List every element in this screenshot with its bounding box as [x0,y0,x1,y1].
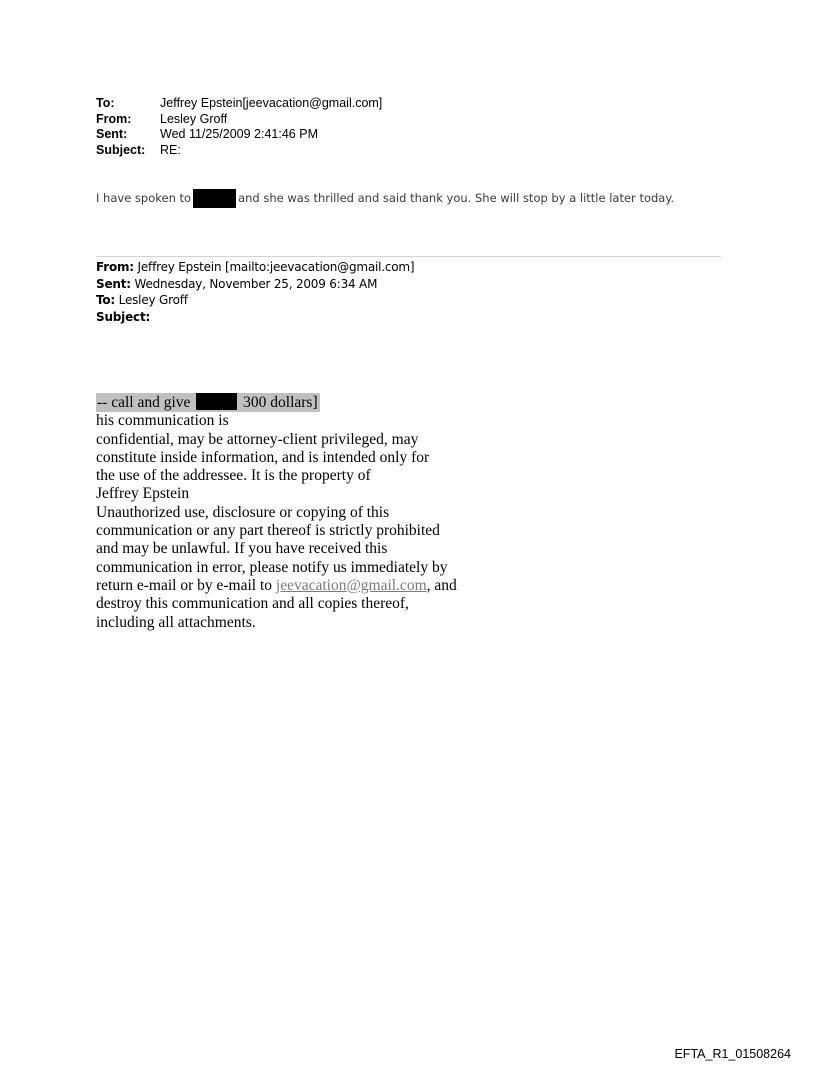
from-value: Lesley Groff [160,111,228,126]
reply-text-after: and she was thrilled and said thank you. She will stop by a little later today. [238,191,675,205]
orig-from-value: Jeffrey Epstein [mailto:jeevacation@gmail.com] [137,260,415,274]
message-divider [96,256,721,257]
orig-from-label: From: [96,260,134,274]
instruction-before: -- call and give [97,394,191,411]
orig-sent-row [96,276,414,293]
header-to-row [96,96,382,112]
disclaimer-line: communication or any part thereof is strictly prohibited [96,522,440,540]
closing-line: including all attachments. [96,613,256,631]
subject-label: Subject: [96,142,146,157]
closing-line: destroy this communication and all copies thereof, [96,595,409,613]
to-value: Jeffrey Epstein[jeevacation@gmail.com] [160,96,383,110]
original-message-header [96,259,414,325]
header-from-row [96,112,382,128]
disclaimer-line: Jeffrey Epstein [96,485,190,503]
redaction-box [196,393,237,410]
orig-to-row [96,292,414,309]
disclaimer-line: confidential, may be attorney-client privileged, may [96,430,419,448]
sent-value: Wed 11/25/2009 2:41:46 PM [160,127,318,141]
disclaimer-line: his communication is [96,412,229,430]
return-text-after: , and [426,576,457,594]
document-id: EFTA_R1_01508264 [674,1047,791,1061]
disclaimer-line: Unauthorized use, disclosure or copying of this [96,503,390,521]
disclaimer-line: and may be unlawful. If you have received this [96,540,388,558]
original-message-body [96,393,496,632]
orig-sent-label: Sent: [96,276,131,291]
instruction-line [96,393,496,412]
orig-from-row [96,259,414,276]
return-email-line [96,577,496,595]
instruction-after: 300 dollars] [243,394,318,411]
disclaimer-line: constitute inside information, and is intended only for [96,448,430,466]
email-header [96,96,382,158]
header-sent-row [96,127,382,143]
orig-subject-label: Subject: [96,309,151,324]
email-link[interactable]: jeevacation@gmail.com [275,576,427,594]
subject-value: RE: [160,142,181,157]
orig-to-value: Lesley Groff [118,293,188,307]
from-label: From: [96,111,132,126]
orig-subject-row [96,309,414,326]
header-subject-row [96,143,382,159]
orig-to-label: To: [96,293,116,307]
orig-sent-value: Wednesday, November 25, 2009 6:34 AM [134,276,378,291]
return-text-before: return e-mail or by e-mail to [96,576,276,594]
reply-message [96,189,674,208]
sent-label: Sent: [96,127,128,141]
disclaimer-line: communication in error, please notify us immediately by [96,558,448,576]
redaction-box [193,189,236,208]
reply-text-before: I have spoken to [96,191,192,205]
to-label: To: [96,96,115,110]
highlighted-instruction [96,393,320,412]
disclaimer-line: the use of the addressee. It is the property of [96,467,371,485]
